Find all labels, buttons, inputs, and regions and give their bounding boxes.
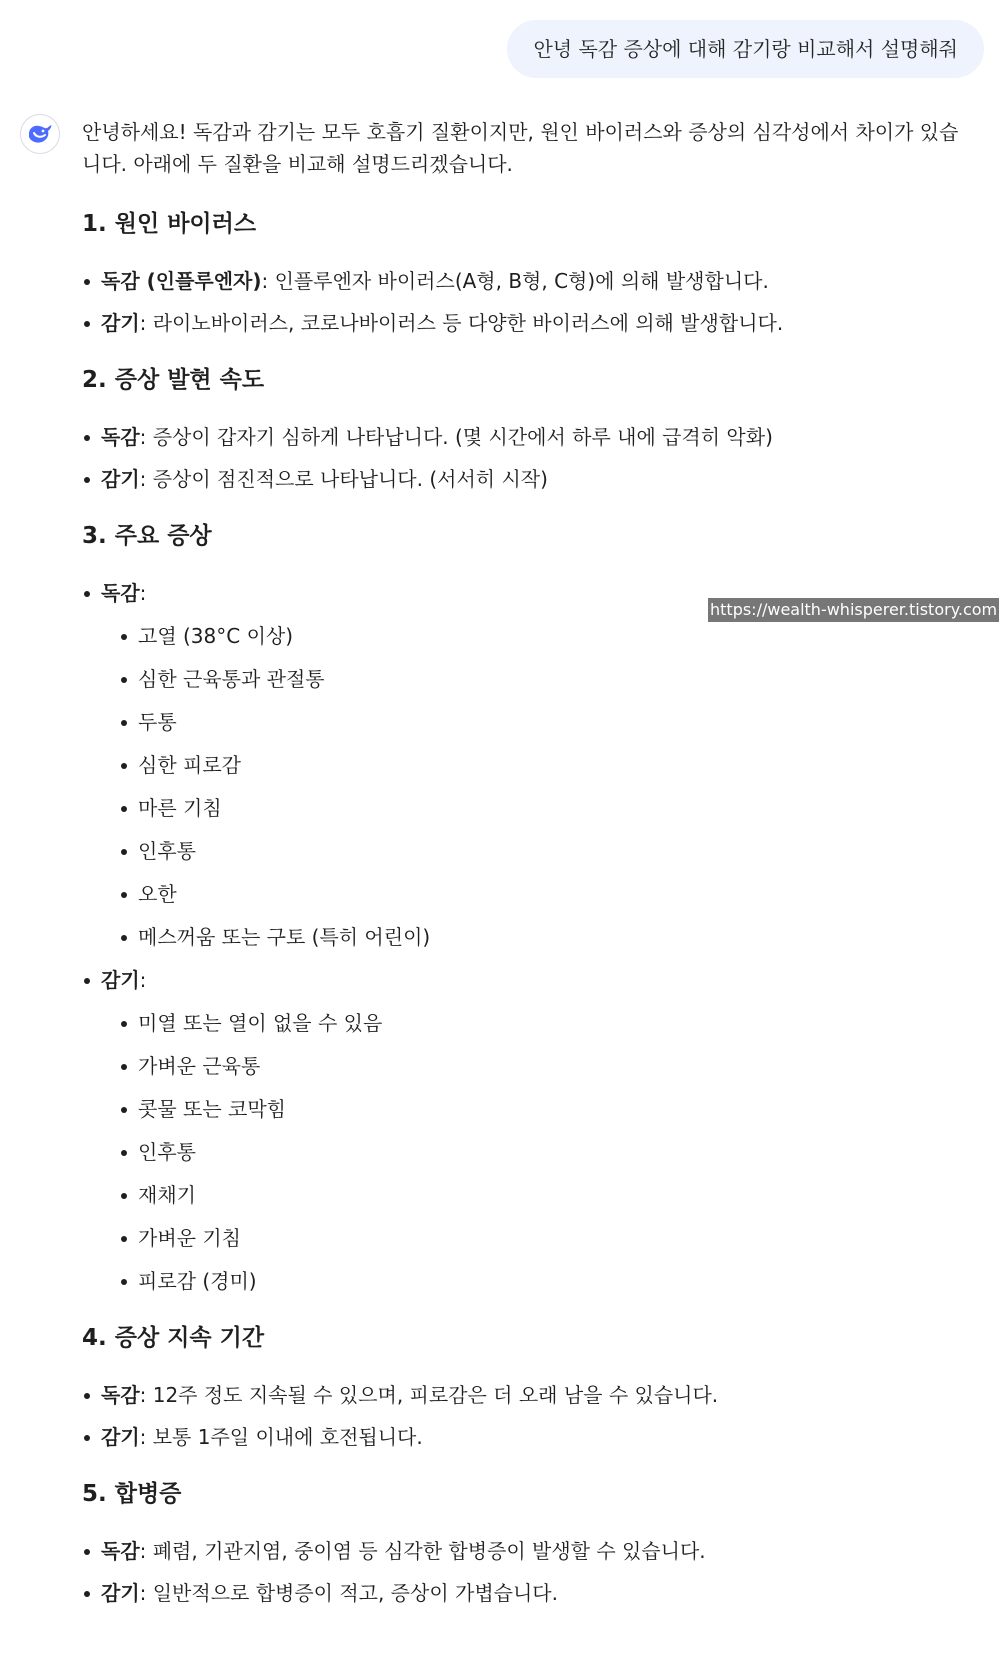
item-text: : 12주 정도 지속될 수 있으며, 피로감은 더 오래 남을 수 있습니다. bbox=[139, 1383, 719, 1407]
sub-list bbox=[101, 1007, 962, 1297]
item-label: 독감 bbox=[101, 581, 140, 605]
whale-logo-icon bbox=[26, 120, 54, 148]
sub-list-item: 메스꺼움 또는 구토 (특히 어린이) bbox=[119, 921, 962, 953]
sub-list-item: 피로감 (경미) bbox=[119, 1265, 962, 1297]
item-text: : bbox=[139, 968, 147, 992]
section-onset bbox=[82, 364, 962, 495]
section-title: 3. 주요 증상 bbox=[82, 523, 212, 549]
sub-list-item: 인후통 bbox=[119, 1136, 962, 1168]
list-item bbox=[82, 964, 962, 1297]
item-text: : 일반적으로 합병증이 적고, 증상이 가볍습니다. bbox=[139, 1581, 558, 1605]
assistant-avatar bbox=[20, 114, 60, 154]
item-text: : 인플루엔자 바이러스(A형, B형, C형)에 의해 발생합니다. bbox=[261, 269, 769, 293]
item-label: 독감 bbox=[101, 1383, 140, 1407]
sub-list-item: 인후통 bbox=[119, 835, 962, 867]
sub-list-item: 오한 bbox=[119, 878, 962, 910]
item-label: 감기 bbox=[101, 968, 140, 992]
sub-list-item: 마른 기침 bbox=[119, 792, 962, 824]
item-label: 독감 bbox=[101, 425, 140, 449]
section-list bbox=[82, 577, 962, 1297]
sub-list-item: 심한 근육통과 관절통 bbox=[119, 663, 962, 695]
item-text: : 증상이 점진적으로 나타납니다. (서서히 시작) bbox=[139, 467, 548, 491]
list-item bbox=[82, 1421, 962, 1453]
list-item bbox=[82, 421, 962, 453]
sub-list-item: 가벼운 기침 bbox=[119, 1222, 962, 1254]
list-item bbox=[82, 1379, 962, 1411]
section-list bbox=[82, 1535, 962, 1609]
section-list bbox=[82, 421, 962, 495]
sub-list bbox=[101, 620, 962, 953]
watermark-url: https://wealth-whisperer.tistory.com bbox=[708, 598, 999, 622]
sub-list-item: 고열 (38°C 이상) bbox=[119, 620, 962, 652]
item-label: 감기 bbox=[101, 1425, 140, 1449]
sub-list-item: 심한 피로감 bbox=[119, 749, 962, 781]
user-message-bubble[interactable]: 안녕 독감 증상에 대해 감기랑 비교해서 설명해줘 bbox=[507, 20, 984, 78]
section-title: 1. 원인 바이러스 bbox=[82, 211, 257, 237]
section-list bbox=[82, 1379, 962, 1453]
section-cause bbox=[82, 208, 962, 339]
list-item bbox=[82, 307, 962, 339]
sub-list-item: 두통 bbox=[119, 706, 962, 738]
section-list bbox=[82, 265, 962, 339]
section-symptoms bbox=[82, 520, 962, 1297]
item-label: 감기 bbox=[101, 1581, 140, 1605]
item-label: 독감 (인플루엔자) bbox=[101, 269, 262, 293]
sub-list-item: 가벼운 근육통 bbox=[119, 1050, 962, 1082]
item-text: : 증상이 갑자기 심하게 나타납니다. (몇 시간에서 하루 내에 급격히 악화) bbox=[139, 425, 773, 449]
sub-list-item: 미열 또는 열이 없을 수 있음 bbox=[119, 1007, 962, 1039]
list-item bbox=[82, 1535, 962, 1567]
list-item bbox=[82, 265, 962, 297]
item-label: 독감 bbox=[101, 1539, 140, 1563]
sub-list-item: 콧물 또는 코막힘 bbox=[119, 1093, 962, 1125]
section-title: 2. 증상 발현 속도 bbox=[82, 367, 265, 393]
item-label: 감기 bbox=[101, 467, 140, 491]
item-text: : bbox=[139, 581, 147, 605]
user-message-row bbox=[507, 20, 984, 78]
answer-intro: 안녕하세요! 독감과 감기는 모두 호흡기 질환이지만, 원인 바이러스와 증상의 심각성에서 차이가 있습니다. 아래에 두 질환을 비교해 설명드리겠습니다. bbox=[82, 120, 959, 176]
section-duration bbox=[82, 1322, 962, 1453]
item-text: : 보통 1주일 이내에 호전됩니다. bbox=[139, 1425, 423, 1449]
assistant-answer bbox=[82, 116, 962, 1609]
list-item bbox=[82, 463, 962, 495]
item-text: : 폐렴, 기관지염, 중이염 등 심각한 합병증이 발생할 수 있습니다. bbox=[139, 1539, 706, 1563]
section-title: 4. 증상 지속 기간 bbox=[82, 1325, 265, 1351]
section-complications bbox=[82, 1478, 962, 1609]
list-item bbox=[82, 577, 962, 953]
list-item bbox=[82, 1577, 962, 1609]
section-title: 5. 합병증 bbox=[82, 1481, 182, 1507]
item-label: 감기 bbox=[101, 311, 140, 335]
item-text: : 라이노바이러스, 코로나바이러스 등 다양한 바이러스에 의해 발생합니다. bbox=[139, 311, 784, 335]
sub-list-item: 재채기 bbox=[119, 1179, 962, 1211]
